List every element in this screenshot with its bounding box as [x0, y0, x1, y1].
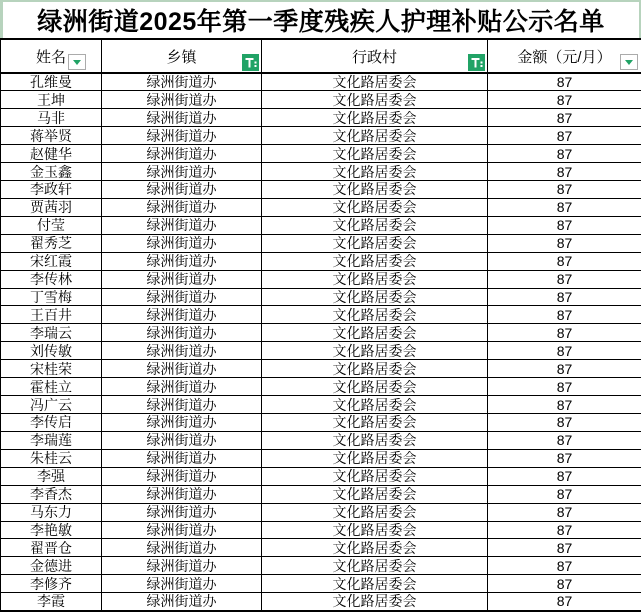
cell-name[interactable]: 马非: [1, 109, 102, 127]
cell-name[interactable]: 冯广云: [1, 396, 102, 414]
cell-township[interactable]: 绿洲街道办: [102, 288, 262, 306]
table-row: [1, 342, 641, 360]
table-row: [1, 467, 641, 485]
cell-village[interactable]: 文化路居委会: [262, 449, 488, 467]
cell-amount[interactable]: 87: [488, 521, 641, 539]
cell-village[interactable]: 文化路居委会: [262, 396, 488, 414]
chevron-down-icon: [73, 60, 81, 65]
cell-name[interactable]: 贾茜羽: [1, 198, 102, 216]
cell-township[interactable]: 绿洲街道办: [102, 593, 262, 611]
cell-township[interactable]: 绿洲街道办: [102, 575, 262, 593]
cell-village[interactable]: 文化路居委会: [262, 73, 488, 91]
cell-name[interactable]: 马东力: [1, 503, 102, 521]
cell-village[interactable]: 文化路居委会: [262, 145, 488, 163]
cell-village[interactable]: 文化路居委会: [262, 485, 488, 503]
cell-amount[interactable]: 87: [488, 414, 641, 432]
cell-name[interactable]: 赵健华: [1, 145, 102, 163]
table-row: [1, 521, 641, 539]
cell-township[interactable]: 绿洲街道办: [102, 163, 262, 181]
table-row: [1, 593, 641, 611]
cell-name[interactable]: 李瑞云: [1, 324, 102, 342]
cell-village[interactable]: 文化路居委会: [262, 431, 488, 449]
table-row: [1, 252, 641, 270]
table-row: [1, 360, 641, 378]
table-row: [1, 485, 641, 503]
table-row: [1, 431, 641, 449]
cell-name[interactable]: 宋红霞: [1, 252, 102, 270]
column-header-township-label: 乡镇: [166, 48, 197, 66]
cell-village[interactable]: 文化路居委会: [262, 91, 488, 109]
cell-village[interactable]: 文化路居委会: [262, 288, 488, 306]
cell-name[interactable]: 王百井: [1, 306, 102, 324]
cell-village[interactable]: 文化路居委会: [262, 521, 488, 539]
cell-amount[interactable]: 87: [488, 109, 641, 127]
cell-village[interactable]: 文化路居委会: [262, 127, 488, 145]
cell-name[interactable]: 李传林: [1, 270, 102, 288]
cell-village[interactable]: 文化路居委会: [262, 467, 488, 485]
cell-amount[interactable]: 87: [488, 557, 641, 575]
table-row: [1, 575, 641, 593]
cell-village[interactable]: 文化路居委会: [262, 252, 488, 270]
cell-township[interactable]: 绿洲街道办: [102, 252, 262, 270]
cell-village[interactable]: 文化路居委会: [262, 216, 488, 234]
cell-name[interactable]: 宋桂荣: [1, 360, 102, 378]
column-header-name[interactable]: [1, 39, 102, 73]
cell-village[interactable]: 文化路居委会: [262, 378, 488, 396]
cell-township[interactable]: 绿洲街道办: [102, 234, 262, 252]
cell-village[interactable]: 文化路居委会: [262, 234, 488, 252]
cell-village[interactable]: 文化路居委会: [262, 324, 488, 342]
table-row: [1, 503, 641, 521]
cell-amount[interactable]: 87: [488, 503, 641, 521]
subsidy-table: [0, 38, 641, 612]
cell-village[interactable]: 文化路居委会: [262, 360, 488, 378]
cell-name[interactable]: 朱桂云: [1, 449, 102, 467]
cell-township[interactable]: 绿洲街道办: [102, 216, 262, 234]
cell-name[interactable]: 李强: [1, 467, 102, 485]
cell-amount[interactable]: 87: [488, 73, 641, 91]
cell-name[interactable]: 李香杰: [1, 485, 102, 503]
cell-amount[interactable]: 87: [488, 270, 641, 288]
table-row: [1, 181, 641, 199]
cell-name[interactable]: 金德进: [1, 557, 102, 575]
cell-township[interactable]: 绿洲街道办: [102, 485, 262, 503]
cell-amount[interactable]: 87: [488, 127, 641, 145]
cell-township[interactable]: 绿洲街道办: [102, 503, 262, 521]
header-row: [1, 39, 641, 73]
cell-name[interactable]: 付莹: [1, 216, 102, 234]
cell-name[interactable]: 翟晋仓: [1, 539, 102, 557]
cell-township[interactable]: 绿洲街道办: [102, 127, 262, 145]
cell-village[interactable]: 文化路居委会: [262, 593, 488, 611]
table-row: [1, 306, 641, 324]
cell-village[interactable]: 文化路居委会: [262, 539, 488, 557]
cell-amount[interactable]: 87: [488, 198, 641, 216]
cell-village[interactable]: 文化路居委会: [262, 414, 488, 432]
cell-township[interactable]: 绿洲街道办: [102, 73, 262, 91]
cell-township[interactable]: 绿洲街道办: [102, 324, 262, 342]
cell-amount[interactable]: 87: [488, 163, 641, 181]
cell-amount[interactable]: 87: [488, 306, 641, 324]
filter-funnel-icon: [471, 57, 483, 69]
cell-amount[interactable]: 87: [488, 181, 641, 199]
table-row: [1, 163, 641, 181]
cell-amount[interactable]: 87: [488, 342, 641, 360]
cell-township[interactable]: 绿洲街道办: [102, 557, 262, 575]
table-row: [1, 288, 641, 306]
cell-amount[interactable]: 87: [488, 216, 641, 234]
table-row: [1, 198, 641, 216]
cell-amount[interactable]: 87: [488, 593, 641, 611]
cell-township[interactable]: 绿洲街道办: [102, 431, 262, 449]
table-body: [1, 73, 641, 611]
table-row: [1, 73, 641, 91]
cell-village[interactable]: 文化路居委会: [262, 342, 488, 360]
sheet-title[interactable]: 绿洲街道2025年第一季度残疾人护理补贴公示名单: [0, 0, 641, 38]
cell-name[interactable]: 孔维曼: [1, 73, 102, 91]
cell-name[interactable]: 李修齐: [1, 575, 102, 593]
cell-village[interactable]: 文化路居委会: [262, 109, 488, 127]
cell-amount[interactable]: 87: [488, 234, 641, 252]
cell-amount[interactable]: 87: [488, 378, 641, 396]
table-row: [1, 378, 641, 396]
cell-name[interactable]: 翟秀芝: [1, 234, 102, 252]
cell-name[interactable]: 金玉鑫: [1, 163, 102, 181]
cell-township[interactable]: 绿洲街道办: [102, 109, 262, 127]
column-header-name-label: 姓名: [35, 48, 66, 66]
table-row: [1, 234, 641, 252]
table-row: [1, 109, 641, 127]
cell-name[interactable]: 丁雪梅: [1, 288, 102, 306]
cell-township[interactable]: 绿洲街道办: [102, 342, 262, 360]
cell-township[interactable]: 绿洲街道办: [102, 360, 262, 378]
cell-name[interactable]: 王坤: [1, 91, 102, 109]
filter-active-button-township[interactable]: [242, 54, 259, 71]
chevron-down-icon: [625, 60, 633, 65]
cell-amount[interactable]: 87: [488, 252, 641, 270]
cell-amount[interactable]: 87: [488, 485, 641, 503]
cell-township[interactable]: 绿洲街道办: [102, 145, 262, 163]
cell-name[interactable]: 李艳敏: [1, 521, 102, 539]
cell-amount[interactable]: 87: [488, 396, 641, 414]
column-header-amount[interactable]: [488, 39, 641, 73]
cell-township[interactable]: 绿洲街道办: [102, 467, 262, 485]
cell-amount[interactable]: 87: [488, 91, 641, 109]
cell-village[interactable]: 文化路居委会: [262, 270, 488, 288]
table-row: [1, 449, 641, 467]
cell-township[interactable]: 绿洲街道办: [102, 449, 262, 467]
cell-amount[interactable]: 87: [488, 324, 641, 342]
table-row: [1, 557, 641, 575]
cell-township[interactable]: 绿洲街道办: [102, 91, 262, 109]
cell-name[interactable]: 刘传敏: [1, 342, 102, 360]
cell-township[interactable]: 绿洲街道办: [102, 181, 262, 199]
cell-township[interactable]: 绿洲街道办: [102, 270, 262, 288]
cell-township[interactable]: 绿洲街道办: [102, 414, 262, 432]
filter-funnel-icon: [245, 57, 257, 69]
cell-village[interactable]: 文化路居委会: [262, 575, 488, 593]
cell-amount[interactable]: 87: [488, 539, 641, 557]
cell-village[interactable]: 文化路居委会: [262, 163, 488, 181]
cell-township[interactable]: 绿洲街道办: [102, 306, 262, 324]
cell-township[interactable]: 绿洲街道办: [102, 521, 262, 539]
cell-township[interactable]: 绿洲街道办: [102, 396, 262, 414]
cell-name[interactable]: 蒋举贤: [1, 127, 102, 145]
column-header-amount-label: 金额（元/月）: [517, 48, 612, 66]
cell-name[interactable]: 李霞: [1, 593, 102, 611]
cell-village[interactable]: 文化路居委会: [262, 198, 488, 216]
table-row: [1, 270, 641, 288]
filter-active-button-village[interactable]: [468, 54, 485, 71]
cell-name[interactable]: 李政轩: [1, 181, 102, 199]
filter-dropdown-button-name[interactable]: [68, 54, 86, 70]
cell-township[interactable]: 绿洲街道办: [102, 539, 262, 557]
table-row: [1, 539, 641, 557]
column-header-village-label: 行政村: [351, 48, 397, 66]
cell-amount[interactable]: 87: [488, 575, 641, 593]
cell-name[interactable]: 霍桂立: [1, 378, 102, 396]
cell-village[interactable]: 文化路居委会: [262, 306, 488, 324]
cell-amount[interactable]: 87: [488, 467, 641, 485]
cell-name[interactable]: 李传启: [1, 414, 102, 432]
table-row: [1, 145, 641, 163]
cell-amount[interactable]: 87: [488, 288, 641, 306]
cell-amount[interactable]: 87: [488, 449, 641, 467]
table-row: [1, 127, 641, 145]
table-row: [1, 216, 641, 234]
cell-amount[interactable]: 87: [488, 431, 641, 449]
cell-village[interactable]: 文化路居委会: [262, 503, 488, 521]
cell-amount[interactable]: 87: [488, 360, 641, 378]
table-row: [1, 91, 641, 109]
cell-village[interactable]: 文化路居委会: [262, 181, 488, 199]
cell-amount[interactable]: 87: [488, 145, 641, 163]
table-row: [1, 414, 641, 432]
table-row: [1, 396, 641, 414]
cell-township[interactable]: 绿洲街道办: [102, 378, 262, 396]
column-header-township[interactable]: [102, 39, 262, 73]
cell-township[interactable]: 绿洲街道办: [102, 198, 262, 216]
cell-village[interactable]: 文化路居委会: [262, 557, 488, 575]
table-row: [1, 324, 641, 342]
column-header-village[interactable]: [262, 39, 488, 73]
cell-name[interactable]: 李瑞莲: [1, 431, 102, 449]
filter-dropdown-button-amount[interactable]: [620, 54, 638, 70]
